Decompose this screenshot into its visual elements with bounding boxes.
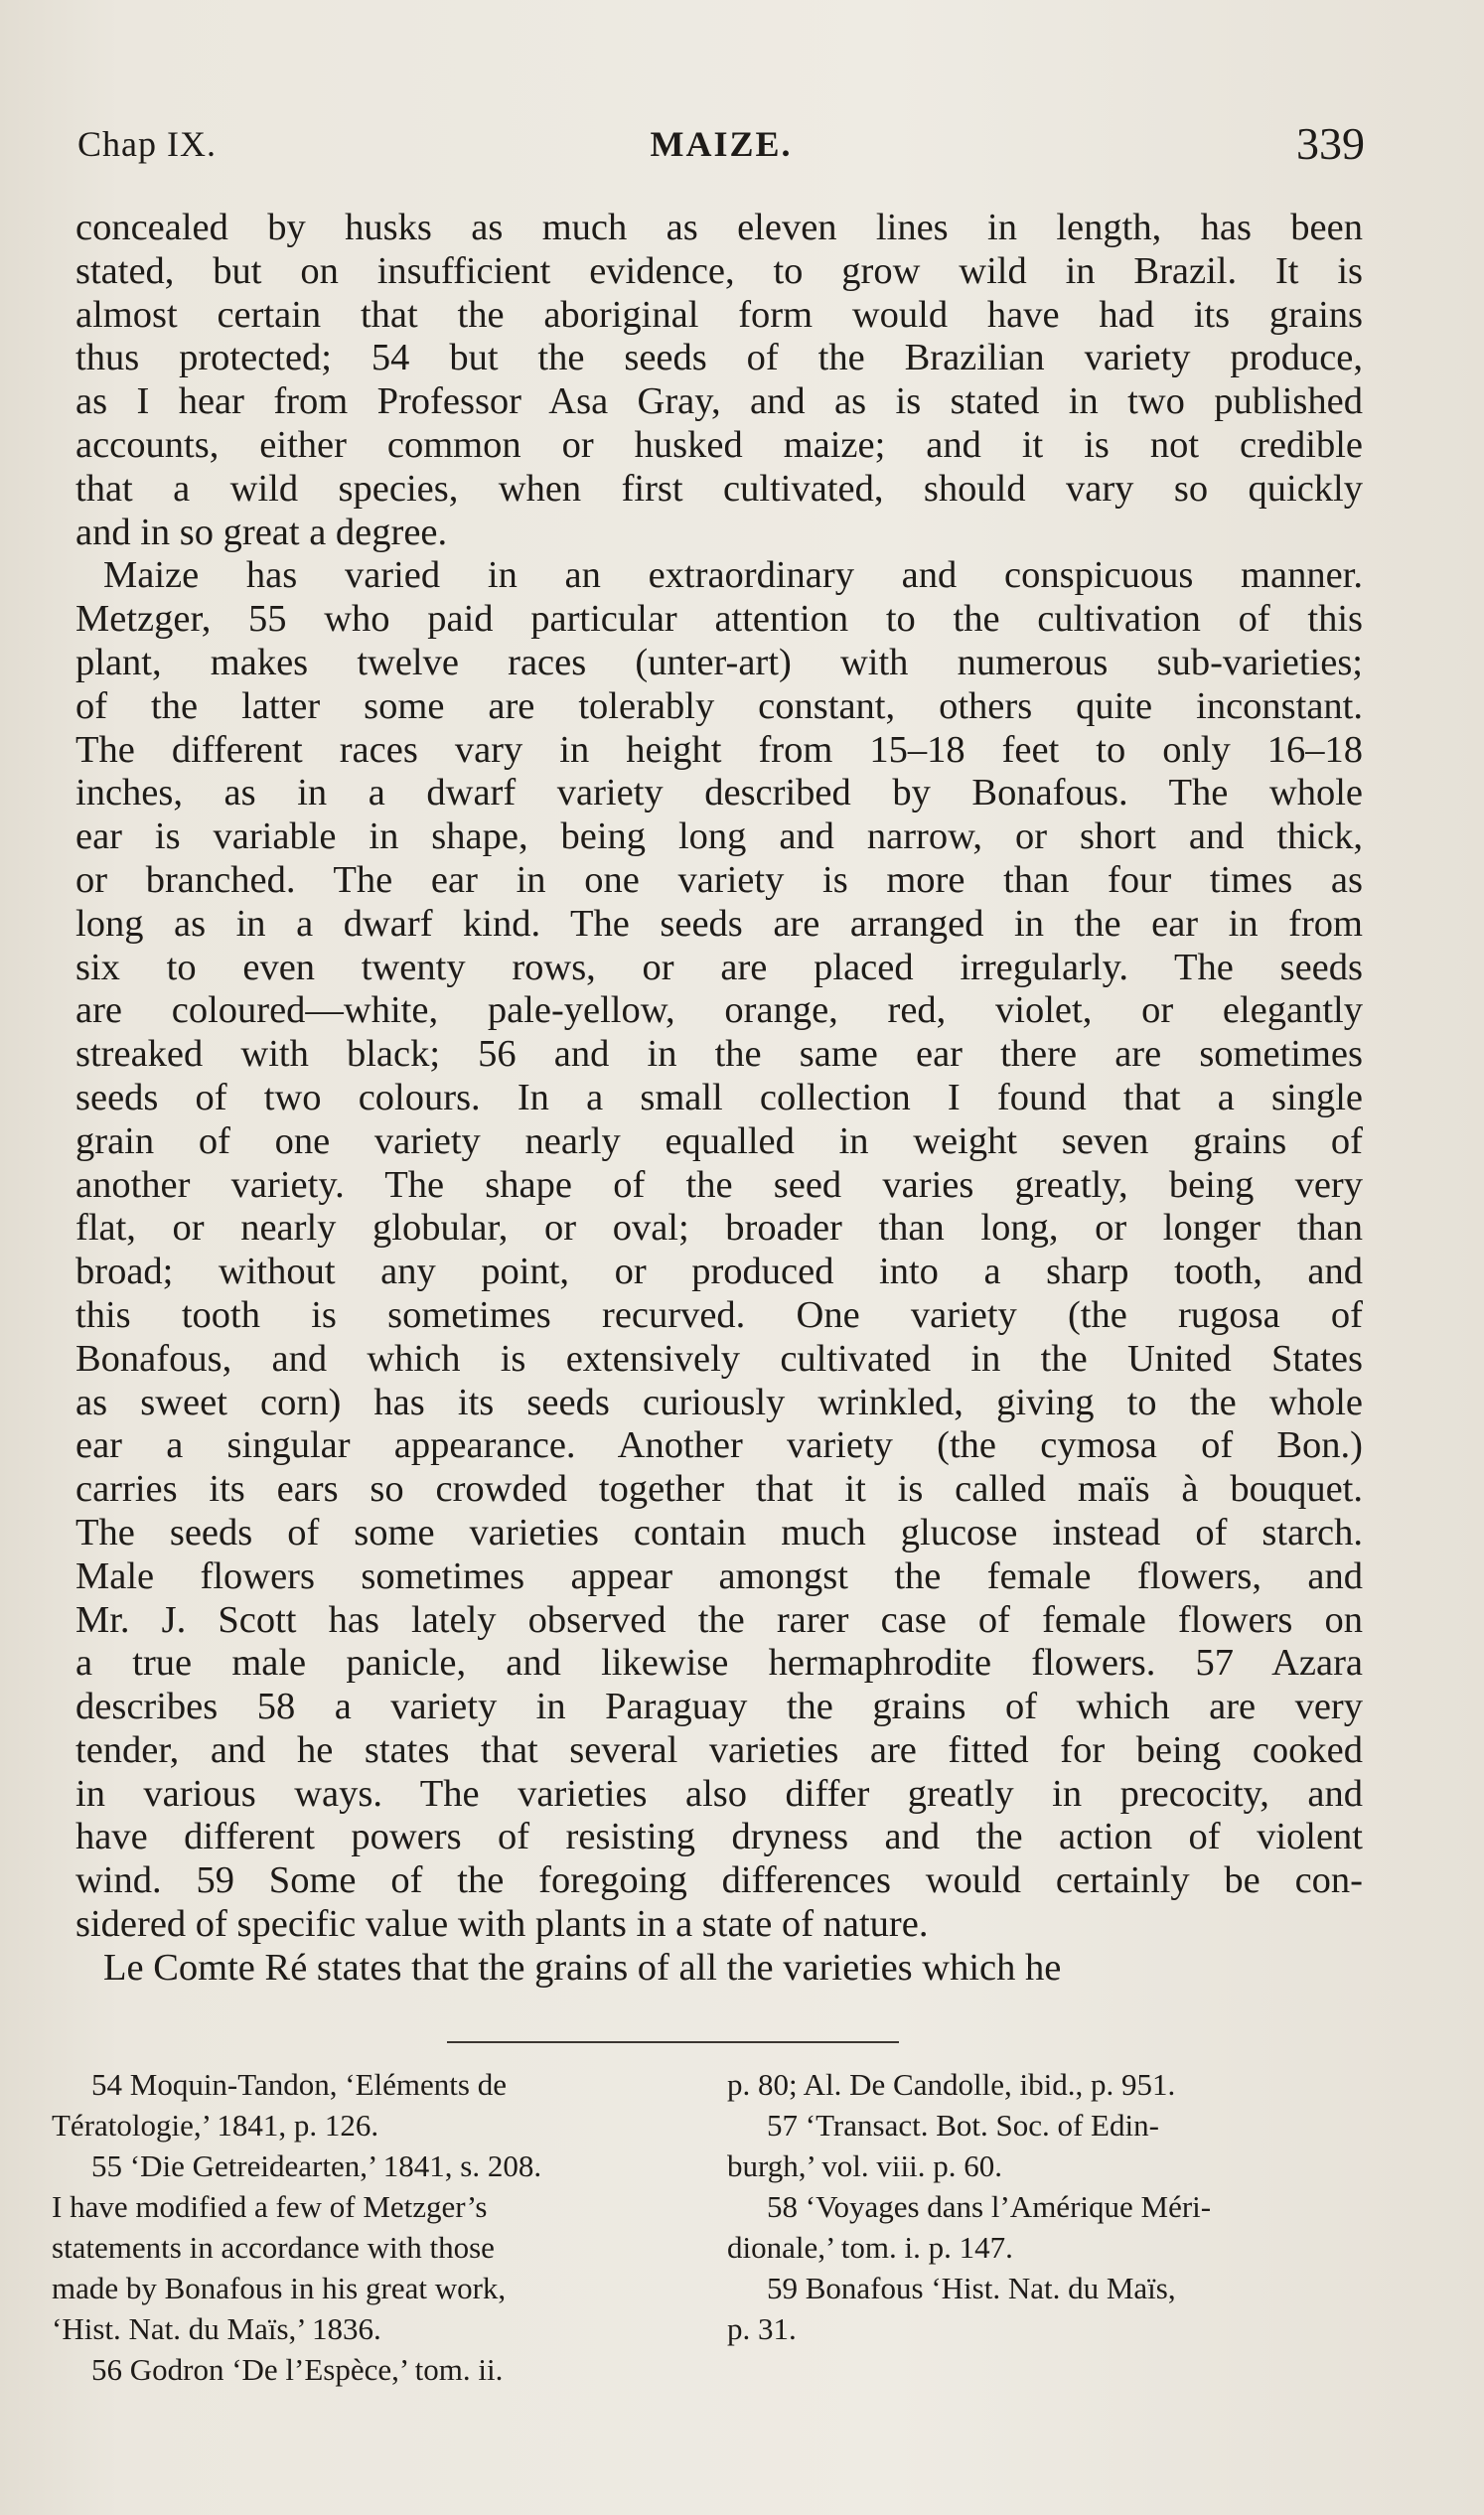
footnote-line: statements in accordance with those <box>52 2230 495 2265</box>
footnote-line: dionale,’ tom. i. p. 147. <box>727 2230 1013 2265</box>
text-line: thus protected; 54 but the seeds of the Brazilian variety produce, <box>75 337 1363 379</box>
footnote-line: 59 Bonafous ‘Hist. Nat. du Maïs, <box>767 2271 1176 2305</box>
page-number: 339 <box>1296 118 1365 169</box>
footnote-line: 58 ‘Voyages dans l’Amérique Méri- <box>767 2189 1212 2224</box>
footnotes-right-column <box>727 2064 1343 2349</box>
text-line: in various ways. The varieties also differ greatly in precocity, and <box>75 1772 1363 1815</box>
text-line: of the latter some are tolerably constant, others quite inconstant. <box>75 684 1363 727</box>
text-line: a true male panicle, and likewise hermaphrodite flowers. 57 Azara <box>75 1642 1363 1685</box>
footnote-line: 56 Godron ‘De l’Espèce,’ tom. ii. <box>91 2352 504 2387</box>
running-header <box>77 117 1365 177</box>
footnote-line: p. 31. <box>727 2311 797 2346</box>
text-line: and in so great a degree. <box>75 511 448 553</box>
text-line: The different races vary in height from 15–18 feet to only 16–18 <box>75 728 1363 771</box>
text-line: Male flowers sometimes appear amongst the female flowers, and <box>75 1554 1363 1597</box>
text-line: Maize has varied in an extraordinary and conspicuous manner. <box>103 554 1363 597</box>
footnote-line: ‘Hist. Nat. du Maïs,’ 1836. <box>52 2311 381 2346</box>
footnote-rule <box>447 2041 899 2043</box>
footnote-line: 54 Moquin-Tandon, ‘Eléments de <box>91 2067 507 2102</box>
text-line: six to even twenty rows, or are placed irregularly. The seeds <box>75 946 1363 988</box>
text-line: as I hear from Professor Asa Gray, and as is stated in two published <box>75 380 1363 423</box>
text-line: this tooth is sometimes recurved. One variety (the rugosa of <box>75 1293 1363 1336</box>
text-line: that a wild species, when first cultivated, should vary so quickly <box>75 467 1363 510</box>
text-line: are coloured—white, pale-yellow, orange, red, violet, or elegantly <box>75 989 1363 1032</box>
text-line: long as in a dwarf kind. The seeds are arranged in the ear in from <box>75 902 1363 945</box>
text-line: Mr. J. Scott has lately observed the rarer case of female flowers on <box>75 1598 1363 1641</box>
text-line: broad; without any point, or produced into a sharp tooth, and <box>75 1251 1363 1293</box>
text-line: Metzger, 55 who paid particular attention to the cultivation of this <box>75 598 1363 641</box>
chapter-label: Chap IX. <box>77 124 217 164</box>
text-line: Le Comte Ré states that the grains of all the varieties which he <box>103 1946 1062 1989</box>
text-line: wind. 59 Some of the foregoing differences would certainly be con- <box>75 1859 1363 1902</box>
running-title: MAIZE. <box>650 124 793 164</box>
footnote-line: burgh,’ vol. viii. p. 60. <box>727 2148 1002 2183</box>
text-line: Bonafous, and which is extensively cultivated in the United States <box>75 1337 1363 1380</box>
text-line: seeds of two colours. In a small collection I found that a single <box>75 1076 1363 1118</box>
footnote-line: p. 80; Al. De Candolle, ibid., p. 951. <box>727 2067 1176 2102</box>
text-line: streaked with black; 56 and in the same ear there are sometimes <box>75 1033 1363 1076</box>
text-line: almost certain that the aboriginal form would have had its grains <box>75 293 1363 336</box>
footnotes-left-column <box>52 2064 668 2390</box>
text-line: another variety. The shape of the seed varies greatly, being very <box>75 1163 1363 1206</box>
paragraph <box>75 554 1363 1947</box>
text-line: as sweet corn) has its seeds curiously wrinkled, giving to the whole <box>75 1381 1363 1423</box>
text-line: or branched. The ear in one variety is more than four times as <box>75 858 1363 901</box>
text-line: flat, or nearly globular, or oval; broader than long, or longer than <box>75 1207 1363 1250</box>
text-line: sidered of specific value with plants in a state of nature. <box>75 1903 929 1946</box>
text-line: The seeds of some varieties contain much glucose instead of starch. <box>75 1511 1363 1553</box>
text-line: concealed by husks as much as eleven lines in length, has been <box>75 207 1363 248</box>
footnote-line: made by Bonafous in his great work, <box>52 2271 507 2305</box>
footnote-line: 57 ‘Transact. Bot. Soc. of Edin- <box>767 2108 1159 2143</box>
text-line: accounts, either common or husked maize; and it is not credible <box>75 423 1363 466</box>
text-line: stated, but on insufficient evidence, to grow wild in Brazil. It is <box>75 249 1363 292</box>
footnote-line: I have modified a few of Metzger’s <box>52 2189 488 2224</box>
footnote-line: 55 ‘Die Getreidearten,’ 1841, s. 208. <box>91 2148 542 2183</box>
text-line: plant, makes twelve races (unter-art) with numerous sub-varieties; <box>75 641 1363 683</box>
body-text <box>75 207 1363 1991</box>
text-line: ear is variable in shape, being long and narrow, or short and thick, <box>75 815 1363 858</box>
text-line: ear a singular appearance. Another variety (the cymosa of Bon.) <box>75 1424 1363 1467</box>
text-line: have different powers of resisting dryness and the action of violent <box>75 1816 1363 1858</box>
paragraph <box>75 1947 1363 1991</box>
text-line: describes 58 a variety in Paraguay the grains of which are very <box>75 1686 1363 1728</box>
text-line: inches, as in a dwarf variety described by Bonafous. The whole <box>75 772 1363 814</box>
text-line: tender, and he states that several varieties are fitted for being cooked <box>75 1728 1363 1771</box>
text-line: carries its ears so crowded together that it is called maïs à bouquet. <box>75 1468 1363 1511</box>
paragraph <box>75 207 1363 554</box>
text-line: grain of one variety nearly equalled in weight seven grains of <box>75 1119 1363 1162</box>
footnote-line: Tératologie,’ 1841, p. 126. <box>52 2108 379 2143</box>
